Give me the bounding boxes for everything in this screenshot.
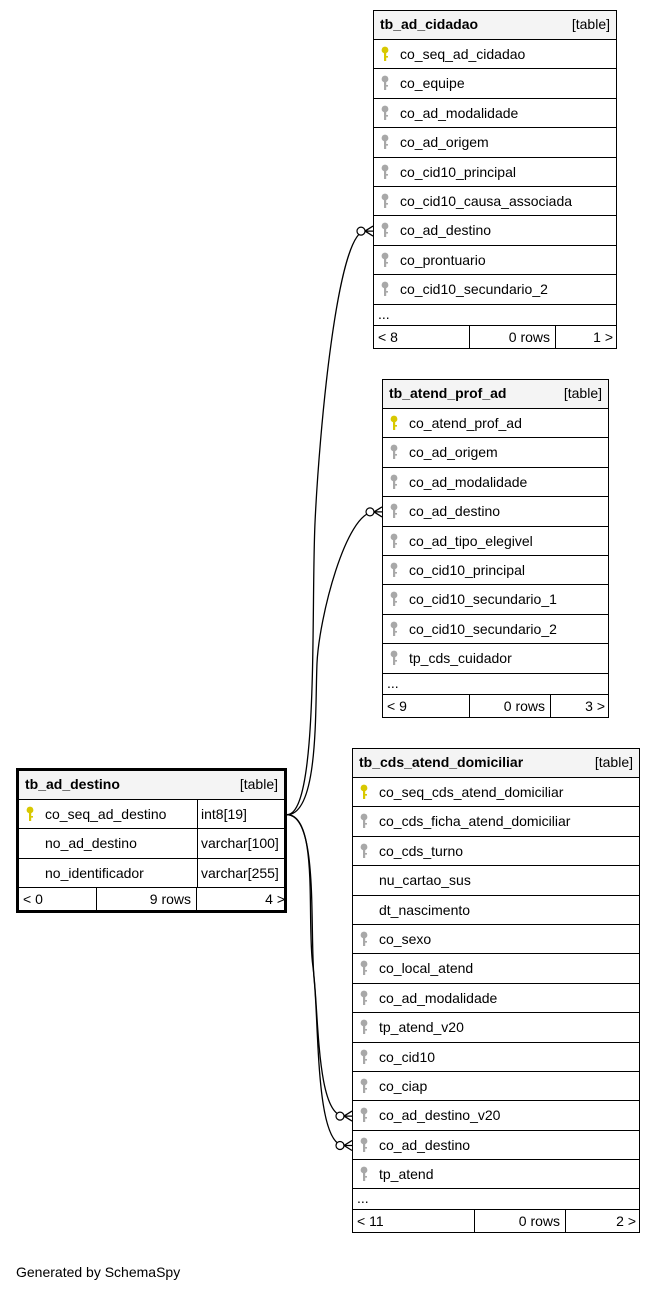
primary-key-icon — [389, 415, 399, 431]
table-footer — [19, 888, 284, 910]
foreign-key-icon — [380, 164, 390, 180]
column-name: co_seq_cds_atend_domiciliar — [379, 784, 564, 800]
column-row[interactable] — [353, 954, 639, 983]
relationship-line — [287, 231, 365, 815]
relationship-line — [287, 815, 344, 1146]
ellipsis-text: ... — [387, 674, 399, 691]
optional-marker — [366, 508, 374, 516]
crows-foot-marker — [344, 1111, 352, 1121]
parents-count[interactable]: < 8 — [378, 328, 398, 345]
column-name: nu_cartao_sus — [379, 872, 471, 889]
column-name: co_cds_ficha_atend_domiciliar — [379, 813, 571, 830]
table-tb-atend-prof-ad[interactable] — [382, 379, 609, 718]
column-name: co_sexo — [379, 930, 432, 947]
table-name[interactable]: tb_atend_prof_ad — [389, 385, 507, 401]
column-row[interactable] — [383, 615, 608, 644]
column-name: co_ad_modalidade — [379, 989, 498, 1006]
foreign-key-icon — [380, 193, 390, 209]
column-name: co_ad_destino — [400, 222, 492, 239]
column-name: co_ad_origem — [400, 134, 489, 151]
table-name[interactable]: tb_ad_destino — [25, 776, 120, 792]
column-name: co_ad_tipo_elegivel — [409, 532, 533, 549]
column-name: co_ciap — [379, 1077, 428, 1094]
table-kind-label: [table] — [239, 776, 278, 792]
primary-key-icon — [25, 806, 35, 822]
foreign-key-icon — [359, 843, 369, 859]
optional-marker — [336, 1112, 344, 1120]
column-row[interactable] — [383, 644, 608, 673]
foreign-key-icon — [359, 1166, 369, 1182]
foreign-key-icon — [359, 1049, 369, 1065]
column-row[interactable] — [353, 984, 639, 1013]
column-row[interactable] — [374, 216, 616, 245]
column-name: co_seq_ad_cidadao — [400, 46, 526, 62]
crows-foot-marker — [365, 226, 373, 236]
foreign-key-icon — [359, 960, 369, 976]
column-row[interactable] — [374, 40, 616, 69]
column-row[interactable] — [383, 527, 608, 556]
column-row[interactable] — [383, 438, 608, 467]
column-row[interactable] — [353, 1072, 639, 1101]
column-name: co_seq_ad_destino — [45, 806, 167, 822]
foreign-key-icon — [389, 591, 399, 607]
table-footer — [374, 326, 616, 348]
column-name: co_ad_destino — [379, 1136, 471, 1153]
column-name: no_identificador — [45, 864, 144, 881]
table-footer — [383, 695, 608, 717]
column-name: co_cid10_principal — [409, 561, 525, 578]
column-name: no_ad_destino — [45, 835, 137, 852]
optional-marker — [336, 1142, 344, 1150]
table-header — [19, 771, 284, 800]
column-row[interactable] — [19, 800, 284, 829]
row-count[interactable]: 0 rows — [469, 326, 555, 348]
column-row[interactable] — [383, 556, 608, 585]
column-row[interactable] — [383, 409, 608, 438]
column-row[interactable] — [374, 99, 616, 128]
primary-key-icon — [380, 46, 390, 62]
foreign-key-icon — [359, 1019, 369, 1035]
column-row[interactable] — [374, 69, 616, 98]
foreign-key-icon — [389, 533, 399, 549]
table-kind-label: [table] — [571, 16, 610, 32]
ellipsis-text: ... — [357, 1190, 369, 1207]
foreign-key-icon — [380, 252, 390, 268]
column-row[interactable] — [383, 468, 608, 497]
foreign-key-icon — [380, 281, 390, 297]
column-row[interactable] — [353, 807, 639, 836]
column-name: co_cid10_causa_associada — [400, 192, 573, 209]
children-count[interactable]: 3 > — [550, 695, 610, 717]
primary-key-icon — [359, 784, 369, 800]
table-header — [374, 11, 616, 40]
column-type: varchar[100] — [197, 829, 284, 857]
table-name[interactable]: tb_ad_cidadao — [380, 16, 479, 32]
column-row[interactable] — [353, 1131, 639, 1160]
crows-foot-marker — [374, 507, 382, 517]
column-name: co_equipe — [400, 75, 465, 92]
more-columns-ellipsis — [374, 305, 616, 326]
foreign-key-icon — [389, 474, 399, 490]
column-name: co_prontuario — [400, 251, 486, 268]
column-row[interactable] — [383, 585, 608, 614]
optional-marker — [357, 227, 365, 235]
parents-count[interactable]: < 0 — [23, 891, 43, 908]
table-tb-cds-atend-domiciliar[interactable] — [352, 748, 640, 1233]
column-row[interactable] — [353, 1160, 639, 1189]
foreign-key-icon — [359, 931, 369, 947]
foreign-key-icon — [389, 503, 399, 519]
table-tb-ad-destino[interactable] — [16, 768, 287, 913]
table-header — [383, 380, 608, 409]
column-row[interactable] — [353, 866, 639, 895]
table-footer — [353, 1210, 639, 1232]
column-name: co_ad_modalidade — [400, 104, 519, 121]
children-count[interactable]: 4 > — [196, 888, 290, 910]
column-name: co_cid10_secundario_2 — [400, 281, 548, 298]
column-name: co_cid10_principal — [400, 163, 516, 180]
column-name: co_cid10_secundario_1 — [409, 591, 557, 608]
column-row[interactable] — [19, 829, 284, 858]
column-row[interactable] — [353, 1043, 639, 1072]
column-name: tp_cds_cuidador — [409, 650, 512, 667]
column-row[interactable] — [374, 128, 616, 157]
column-row[interactable] — [374, 158, 616, 187]
parents-count[interactable]: < 9 — [387, 697, 407, 714]
column-name: co_atend_prof_ad — [409, 415, 522, 431]
relationship-line — [287, 815, 344, 1116]
column-name: co_ad_destino — [409, 503, 501, 520]
column-row[interactable] — [353, 1013, 639, 1042]
foreign-key-icon — [380, 105, 390, 121]
column-name: tp_atend — [379, 1166, 434, 1183]
column-name: tp_atend_v20 — [379, 1019, 464, 1036]
column-type: varchar[255] — [197, 859, 284, 887]
foreign-key-icon — [359, 990, 369, 1006]
foreign-key-icon — [380, 134, 390, 150]
column-row[interactable] — [353, 896, 639, 925]
row-count[interactable]: 9 rows — [96, 888, 196, 910]
foreign-key-icon — [359, 813, 369, 829]
column-name: dt_nascimento — [379, 901, 471, 918]
children-count[interactable]: 1 > — [555, 326, 618, 348]
row-count[interactable]: 0 rows — [469, 695, 550, 717]
more-columns-ellipsis — [353, 1189, 639, 1210]
foreign-key-icon — [380, 222, 390, 238]
column-row[interactable] — [374, 275, 616, 304]
ellipsis-text: ... — [378, 305, 390, 322]
column-name: co_local_atend — [379, 960, 474, 977]
column-row[interactable] — [374, 187, 616, 216]
foreign-key-icon — [389, 562, 399, 578]
foreign-key-icon — [389, 621, 399, 637]
more-columns-ellipsis — [383, 674, 608, 695]
column-row[interactable] — [383, 497, 608, 526]
foreign-key-icon — [359, 1078, 369, 1094]
foreign-key-icon — [389, 444, 399, 460]
column-row[interactable] — [353, 837, 639, 866]
column-row[interactable] — [19, 859, 284, 888]
foreign-key-icon — [389, 650, 399, 666]
foreign-key-icon — [380, 75, 390, 91]
generated-by-label: Generated by SchemaSpy — [16, 1264, 181, 1280]
column-name: co_cid10_secundario_2 — [409, 620, 557, 637]
table-kind-label: [table] — [563, 385, 602, 401]
parents-count[interactable]: < 11 — [357, 1213, 384, 1230]
table-header — [353, 749, 639, 778]
column-name: co_ad_modalidade — [409, 473, 528, 490]
column-type: int8[19] — [197, 800, 284, 828]
column-name: co_ad_origem — [409, 444, 498, 461]
row-count[interactable]: 0 rows — [474, 1210, 565, 1232]
column-name: co_cds_turno — [379, 842, 464, 859]
table-name[interactable]: tb_cds_atend_domiciliar — [359, 754, 524, 770]
column-row[interactable] — [353, 778, 639, 807]
foreign-key-icon — [359, 1107, 369, 1123]
column-row[interactable] — [353, 1101, 639, 1130]
crows-foot-marker — [344, 1141, 352, 1151]
table-kind-label: [table] — [594, 754, 633, 770]
column-name: co_ad_destino_v20 — [379, 1107, 501, 1124]
foreign-key-icon — [359, 1137, 369, 1153]
table-tb-ad-cidadao[interactable] — [373, 10, 617, 349]
column-row[interactable] — [353, 925, 639, 954]
children-count[interactable]: 2 > — [565, 1210, 641, 1232]
column-name: co_cid10 — [379, 1048, 436, 1065]
column-row[interactable] — [374, 246, 616, 275]
